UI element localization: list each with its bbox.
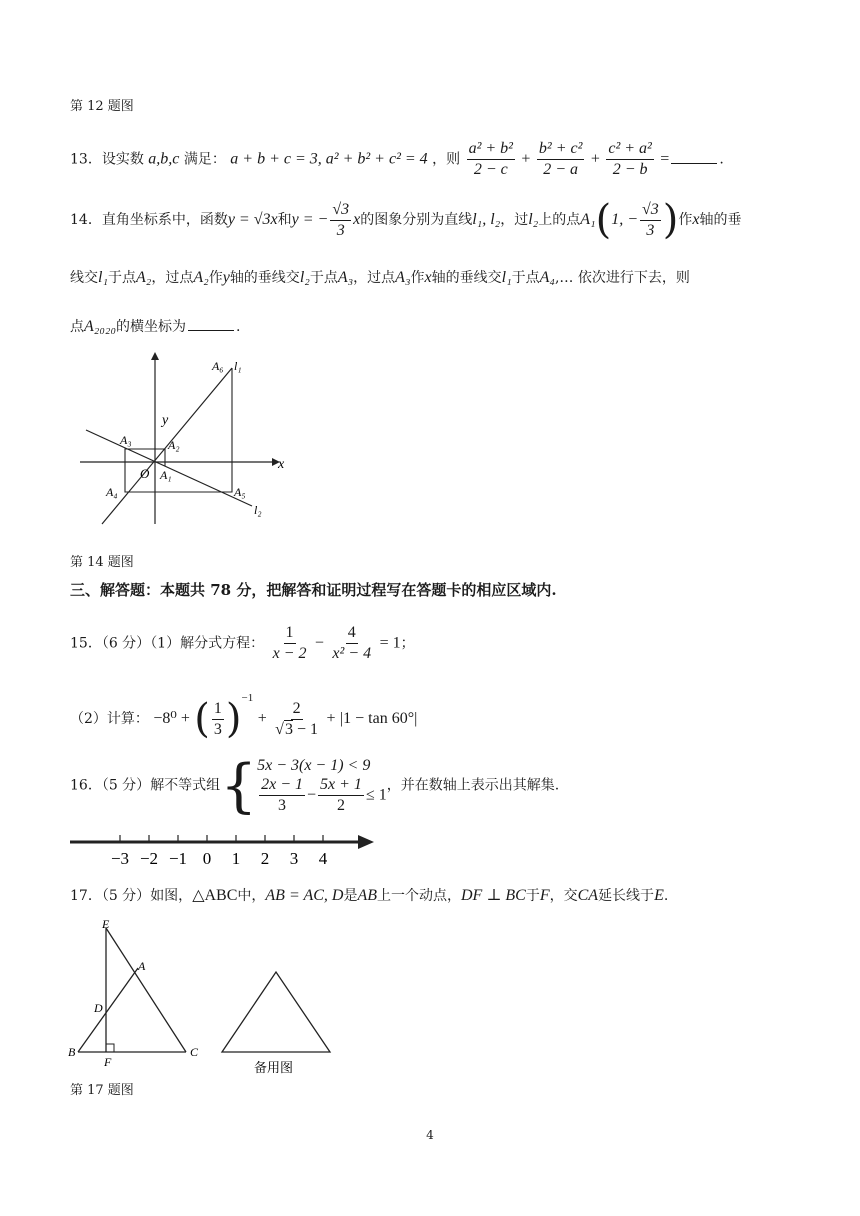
q16-inequality-1: 5x − 3(x − 1) < 9	[257, 757, 371, 774]
number-line	[70, 830, 380, 872]
number-line-tick-label: 3	[289, 849, 299, 868]
question-15-part-1: 15．（6 分）（1）解分式方程： $\frac{1}{x - 2}$ − $\frac{4}{\text{x² − 4}}$ = 1；	[70, 624, 415, 662]
number-line-tick-label: 4	[318, 849, 328, 868]
number-line-tick-label: −2	[139, 849, 159, 868]
label-C: C	[190, 1045, 199, 1059]
y-axis-arrow	[151, 352, 159, 360]
question-14-line-3: 点A₂₀₂₀的横坐标为 .	[70, 318, 241, 335]
label-D: D	[94, 1001, 103, 1015]
label-A4: A₄	[106, 485, 118, 499]
number-line-tick-label: 1	[231, 849, 241, 868]
q14-coord-frac: $\frac{√3}{3}$	[641, 200, 659, 239]
q13-then: ，则	[432, 151, 461, 168]
q14-func-2-coef: $\frac{√3}{3}$	[332, 200, 350, 239]
segment-CE	[106, 928, 186, 1052]
q13-vars: a,b,c	[148, 150, 180, 168]
q15-term-1: −8⁰ +	[153, 710, 190, 727]
figure-12-caption: 第 12 题图	[70, 99, 134, 114]
number-line-tick-label: −3	[110, 849, 130, 868]
label-A6: A₆	[212, 359, 224, 373]
question-13: 13．设实数 a,b,c 满足： a + b + c = 3, a² + b² + c² = 4 ，则 $\frac{\text{a² + b²}}{2 - c}$ + $\frac{\text{b² + c²}}{2 - a}$ + $\frac{\text{c² + a²}}{2 - b}$ = .	[70, 140, 724, 178]
label-A1: A₁	[160, 468, 172, 482]
page-number: 4	[426, 1128, 434, 1142]
answer-blank-14	[188, 316, 234, 331]
spare-figure-label: 备用图	[254, 1060, 294, 1075]
q15-fraction-1: $\frac{1}{x - 2}$	[272, 624, 307, 662]
q13-fraction-2: $\frac{\text{b² + c²}}{2 - a}$	[538, 140, 583, 178]
label-E: E	[102, 917, 110, 931]
q14-lines: l₁, l₂	[472, 211, 501, 228]
label-x: x	[278, 457, 285, 472]
question-16: 16．（5 分）解不等式组{ 5x − 3(x − 1) < 9 $\frac{2x - 1}{3}$ − $\frac{5x + 1}{2}$ ≤ 1 ，并在数轴上表示出其解集.	[70, 751, 560, 820]
q14-number: 14．	[70, 212, 102, 228]
q13-fraction-1: $\frac{\text{a² + b²}}{2 - c}$	[468, 140, 513, 178]
q13-fraction-3: $\frac{\text{c² + a²}}{2 - b}$	[608, 140, 652, 178]
q15-abs-term: |1 − tan 60°|	[339, 710, 418, 727]
figure-14-diagram	[76, 348, 296, 528]
q16-inequality-2: $\frac{2x - 1}{3}$ − $\frac{5x + 1}{2}$ ≤ 1	[261, 776, 387, 814]
label-A3: A₃	[120, 433, 132, 447]
label-l1: l₁	[234, 359, 242, 373]
label-F: F	[104, 1055, 112, 1069]
q15-paren-fraction: $\frac{1}{3}$	[213, 699, 222, 738]
figure-14-caption: 第 14 题图	[70, 555, 134, 570]
label-y: y	[162, 413, 169, 428]
number-line-arrow	[358, 835, 374, 849]
label-A: A	[138, 959, 146, 973]
answer-blank-13	[671, 149, 717, 164]
q14-func-1: y = √3x	[227, 211, 278, 228]
label-B: B	[68, 1045, 76, 1059]
q15-fraction-3: $\frac{2}{√3 - 1}$	[275, 699, 318, 738]
q13-cond-label: 满足：	[183, 151, 226, 168]
label-O: O	[140, 466, 150, 481]
q13-intro: 设实数	[101, 151, 144, 168]
q13-number: 13．	[70, 151, 102, 168]
spare-triangle	[222, 972, 330, 1052]
question-14-line-1: 14．直角坐标系中，函数y = √3x和y = − $\frac{√3}{3}$ x的图象分别为直线l₁, l₂，过l₂上的点A₁(1, − $\frac{√3}{3}$ )作x轴的垂	[70, 197, 742, 243]
question-14-line-2: 线交l₁于点A₂，过点A₂作y轴的垂线交l₂于点A₃，过点A₃作x轴的垂线交l₁于点A₄,… 依次进行下去，则	[70, 269, 690, 286]
section-3-heading: 三、解答题：本题共 78 分，把解答和证明过程写在答题卡的相应区域内.	[70, 581, 557, 599]
number-line-tick-label: 2	[260, 849, 270, 868]
q14-point-A2020: A₂₀₂₀	[84, 318, 117, 335]
label-A2: A₂	[168, 438, 180, 452]
q16-inequality-system	[257, 756, 387, 815]
label-A5: A₅	[234, 485, 246, 499]
label-l2: l₂	[254, 503, 262, 517]
question-17: 17．（5 分）如图，△ABC中，AB = AC, D是AB上一个动点，DF ⊥ BC于F，交CA延长线于E.	[70, 887, 669, 904]
q13-condition: a + b + c = 3, a² + b² + c² = 4	[230, 150, 428, 168]
q14-point-A1: A₁	[580, 211, 596, 228]
figure-17-diagram	[64, 916, 354, 1076]
question-15-part-2: （2）计算： −8⁰ + ( $\frac{1}{3}$ )$^{-1}$ + $\frac{2}{√3 - 1}$ + |1 − tan 60°|	[70, 692, 418, 742]
number-line-tick-label: −1	[168, 849, 188, 868]
number-line-tick-label: 0	[202, 849, 212, 868]
right-angle-mark	[106, 1044, 114, 1052]
segment-BA	[78, 968, 138, 1052]
q15-fraction-2: $\frac{4}{\text{x² − 4}}$	[332, 624, 372, 662]
figure-17-caption: 第 17 题图	[70, 1083, 134, 1098]
